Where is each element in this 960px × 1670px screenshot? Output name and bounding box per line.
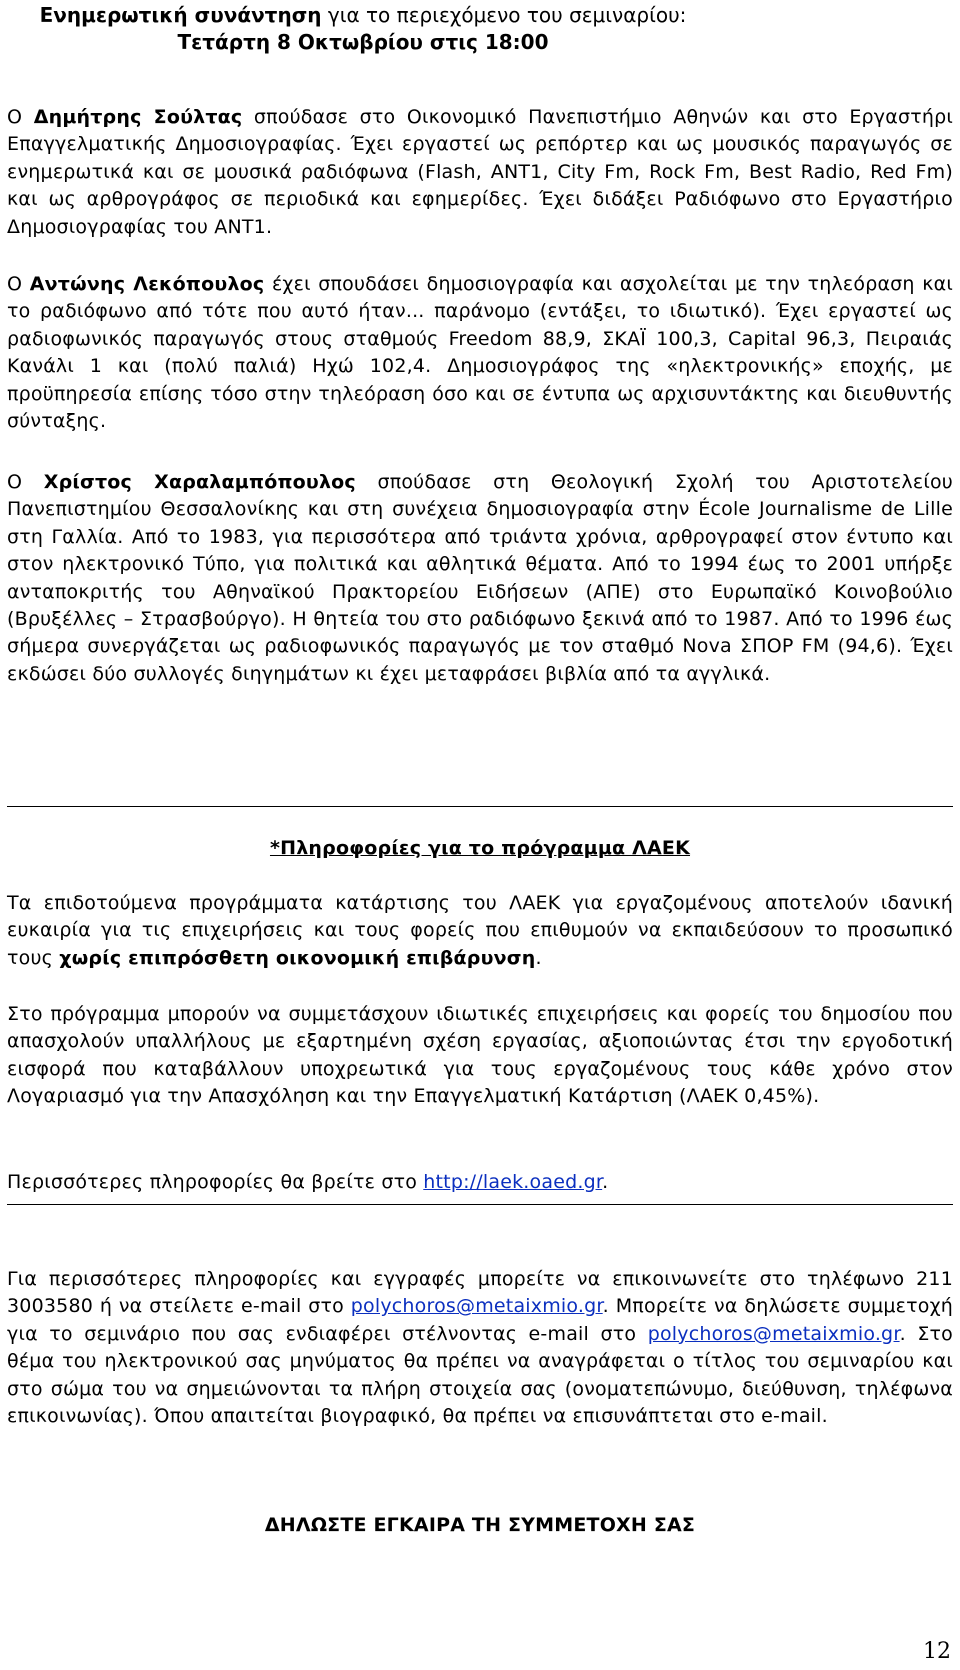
laek-emphasis: χωρίς επιπρόσθετη οικονομική επιβάρυνση <box>59 946 536 969</box>
bio-soultas <box>7 104 953 241</box>
meeting-header <box>7 2 719 56</box>
section-divider <box>7 1204 953 1205</box>
laek-paragraph-3 <box>7 1169 953 1196</box>
meeting-date: Τετάρτη 8 Οκτωβρίου στις 18:00 <box>177 30 549 54</box>
bio-lekopoulos <box>7 271 953 435</box>
laek-link[interactable]: http://laek.oaed.gr <box>423 1171 603 1193</box>
closing-call-to-action: ΔΗΛΩΣΤΕ ΕΓΚΑΙΡΑ ΤΗ ΣΥΜΜΕΤΟΧΗ ΣΑΣ <box>264 1514 696 1536</box>
contact-text: . Στο θέμα του ηλεκτρονικού σας μηνύματος θα πρέπει να αναγράφεται ο τίτλος του σεμιναρίου και στο σώμα του να σημειώνονται τα πλήρη στοιχεία σας (ονοματεπώνυμο, διεύθυνση, τηλέφωνα επικοινωνίας). Όπου απαιτείται βιογραφικό, θα πρέπει να επισυνάπτεται στο e-mail. <box>7 1322 953 1428</box>
bio-text: σπούδασε στη Θεολογική Σχολή του Αριστοτελείου Πανεπιστημίου Θεσσαλονίκης και στη συνέχεια δημοσιογραφία στην École Journalisme de Lille στη Γαλλία. Από το 1983, για περισσότερα από τριάντα χρόνια, αρθρογραφεί στον έντυπο και στον ηλεκτρονικό Τύπο, για πολιτικά και αθλητικά θέματα. Από το 1994 έως το 2001 υπήρξε ανταποκριτής του Αθηναϊκού Πρακτορείου Ειδήσεων (ΑΠΕ) στο Ευρωπαϊκό Κοινοβούλιο (Βρυξέλλες – Στρασβούργο). Η θητεία του στο ραδιόφωνο ξεκινά από το 1987. Από το 1996 έως σήμερα συνεργάζεται ως ραδιοφωνικός παραγωγός με τον σταθμό Nova ΣΠΟΡ FM (94,6). Έχει εκδώσει δύο συλλογές διηγημάτων κι έχει μεταφράσει βιβλία από τα αγγλικά. <box>7 471 953 685</box>
bio-name: Δημήτρης Σούλτας <box>33 106 243 128</box>
meeting-subtitle: για το περιεχόμενο του σεμιναρίου: <box>321 3 687 27</box>
laek-paragraph-1 <box>7 890 953 972</box>
section-divider <box>7 806 953 807</box>
bio-text: σπούδασε στο Οικονομικό Πανεπιστήμιο Αθηνών και στο Εργαστήρι Επαγγελματικής Δημοσιογραφίας. Έχει εργαστεί ως ρεπόρτερ και ως μουσικός παραγωγός σε ενημερωτικά και σε μουσικά ραδιόφωνα (Flash, ANT1, City Fm, Rock Fm, Best Radio, Red Fm) και ως αρθρογράφος σε περιοδικά και εφημερίδες. Έχει διδάξει Ραδιόφωνο στο Εργαστήριο Δημοσιογραφίας του ΑΝΤ1. <box>7 106 953 238</box>
bio-prefix: Ο <box>7 273 30 295</box>
contact-text: Για περισσότερες πληροφορίες και εγγραφές μπορείτε να επικοινωνείτε στο τηλέφωνο 211 3003580 ή να στείλετε e-mail στο <box>7 1268 953 1318</box>
meeting-title: Ενημερωτική συνάντηση <box>39 3 322 27</box>
email-link[interactable]: polychoros@metaixmio.gr <box>350 1295 603 1318</box>
laek-more-info-end: . <box>602 1171 609 1193</box>
closing-wrap <box>7 1512 953 1539</box>
contact-text: . Μπορείτε να δηλώσετε συμμετοχή για το σεμινάριο που σας ενδιαφέρει στέλνοντας e-mail στο <box>7 1295 953 1345</box>
laek-more-info-text: Περισσότερες πληροφορίες θα βρείτε στο <box>7 1171 424 1193</box>
email-link[interactable]: polychoros@metaixmio.gr <box>647 1322 900 1345</box>
document-page <box>7 0 953 1670</box>
bio-name: Αντώνης Λεκόπουλος <box>29 273 265 295</box>
page-number: 12 <box>923 1639 951 1664</box>
bio-prefix: Ο <box>7 471 44 493</box>
bio-prefix: Ο <box>7 106 34 128</box>
bio-text: έχει σπουδάσει δημοσιογραφία και ασχολείται με την τηλεόραση και το ραδιόφωνο από τότε που αυτό ήταν... παράνομο (εντάξει, το ιδιωτικό). Έχει εργαστεί ως ραδιοφωνικός παραγωγός στους σταθμούς Freedom 88,9, ΣΚΑΪ 100,3, Capital 96,3, Πειραιάς Κανάλι 1 και (πολύ παλιά) Ηχώ 102,4. Δημοσιογράφος της «ηλεκτρονικής» εποχής, με προϋπηρεσία επίσης τόσο στην τηλεόραση όσο και σε έντυπα ως αρχισυντάκτης και διευθυντής σύνταξης. <box>7 273 953 433</box>
laek-section-title: *Πληροφορίες για το πρόγραμμα ΛΑΕΚ <box>269 837 691 859</box>
laek-text: Τα επιδοτούμενα προγράμματα κατάρτισης του ΛΑΕΚ για εργαζομένους αποτελούν ιδανική ευκαιρία για τις επιχειρήσεις και τους φορείς που επιθυμούν να εκπαιδεύσουν το προσωπικό τους <box>7 892 953 969</box>
laek-text: Στο πρόγραμμα μπορούν να συμμετάσχουν ιδιωτικές επιχειρήσεις και φορείς του δημοσίου που απασχολούν υπαλλήλους με εξαρτημένη σχέση εργασίας, αξιοποιώντας έτσι την εργοδοτική εισφορά που καταβάλλουν υποχρεωτικά για τους εργαζομένους τους κάθε χρόνο στον Λογαριασμό για την Απασχόληση και την Επαγγελματική Κατάρτιση (ΛΑΕΚ 0,45%). <box>7 1003 953 1108</box>
bio-name: Χρίστος Χαραλαμπόπουλος <box>43 471 356 493</box>
laek-paragraph-2 <box>7 1001 953 1111</box>
bio-charalampopoulos <box>7 469 953 688</box>
contact-paragraph <box>7 1266 953 1430</box>
laek-text-end: . <box>535 946 542 969</box>
laek-section-title-wrap <box>7 835 953 862</box>
